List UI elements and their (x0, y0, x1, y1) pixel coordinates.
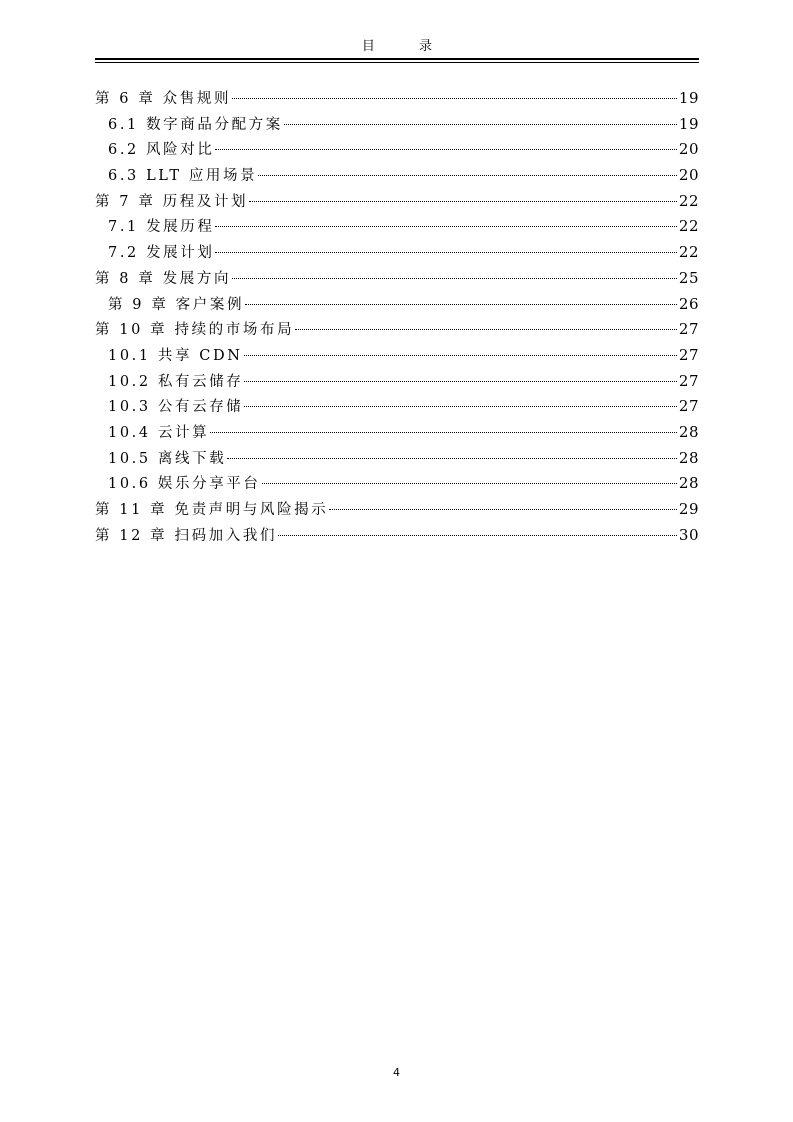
toc-entry-section-7-1[interactable] (95, 214, 699, 240)
toc-entry-title: 10.2 私有云储存 (108, 373, 244, 390)
toc-entry-page: 30 (678, 525, 699, 544)
toc-dot-leader (215, 226, 676, 227)
toc-entry-page: 22 (678, 243, 699, 262)
toc-entry-chapter-8[interactable] (95, 266, 699, 292)
toc-dot-leader (232, 98, 677, 99)
toc-entry-title: 6.1 数字商品分配方案 (108, 116, 283, 133)
toc-entry-page: 22 (678, 191, 699, 210)
toc-entry-section-10-1[interactable] (95, 343, 699, 369)
toc-entry-chapter-12[interactable] (95, 523, 699, 549)
toc-dot-leader (245, 304, 677, 305)
toc-entry-title: 6.3 LLT 应用场景 (108, 168, 258, 185)
toc-entry-title: 第 6 章 众售规则 (95, 91, 232, 107)
toc-entry-page: 19 (678, 89, 699, 107)
toc-entry-page: 20 (678, 166, 699, 185)
toc-entry-title: 第 11 章 免责声明与风险揭示 (95, 502, 329, 518)
toc-entry-title: 10.5 离线下载 (108, 450, 227, 467)
toc-entry-page: 29 (678, 500, 699, 518)
table-of-contents (95, 86, 699, 548)
toc-dot-leader (295, 329, 677, 330)
toc-dot-leader (232, 278, 677, 279)
header-rule-thick (95, 58, 699, 60)
toc-entry-page: 19 (678, 114, 699, 133)
toc-entry-section-6-1[interactable] (95, 112, 699, 138)
toc-entry-section-6-2[interactable] (95, 137, 699, 163)
page-header-title: 目 录 (361, 39, 453, 54)
toc-entry-page: 27 (678, 320, 699, 339)
toc-entry-page: 27 (678, 345, 699, 364)
toc-dot-leader (258, 175, 677, 176)
toc-entry-page: 26 (678, 294, 699, 313)
toc-entry-chapter-9[interactable] (95, 292, 699, 318)
toc-entry-title: 第 9 章 客户案例 (108, 296, 245, 313)
toc-entry-page: 28 (678, 422, 699, 441)
toc-entry-page: 27 (678, 371, 699, 390)
toc-entry-title: 10.3 公有云存储 (108, 399, 244, 416)
toc-entry-section-6-3[interactable] (95, 163, 699, 189)
toc-dot-leader (244, 406, 677, 407)
toc-entry-title: 第 8 章 发展方向 (95, 270, 232, 287)
toc-entry-title: 第 10 章 持续的市场布局 (95, 322, 295, 339)
toc-entry-title: 第 7 章 历程及计划 (95, 193, 249, 210)
toc-entry-page: 28 (678, 474, 699, 493)
toc-dot-leader (278, 535, 677, 536)
toc-entry-title: 7.2 发展计划 (108, 245, 215, 262)
toc-dot-leader (329, 509, 677, 510)
toc-entry-page: 28 (678, 448, 699, 467)
toc-entry-section-10-4[interactable] (95, 420, 699, 446)
toc-entry-chapter-6[interactable] (95, 86, 699, 112)
toc-dot-leader (262, 483, 677, 484)
toc-entry-title: 10.1 共享 CDN (108, 347, 243, 364)
toc-entry-title: 6.2 风险对比 (108, 142, 215, 159)
toc-entry-page: 22 (678, 217, 699, 236)
toc-dot-leader (215, 149, 676, 150)
toc-entry-section-10-2[interactable] (95, 369, 699, 395)
page-number: 4 (393, 1066, 400, 1079)
toc-dot-leader (210, 432, 677, 433)
toc-dot-leader (244, 355, 677, 356)
toc-entry-page: 25 (678, 268, 699, 287)
header-rule-thin (95, 62, 699, 63)
toc-entry-page: 20 (678, 140, 699, 159)
toc-entry-chapter-7[interactable] (95, 189, 699, 215)
toc-entry-section-10-5[interactable] (95, 446, 699, 472)
toc-entry-section-7-2[interactable] (95, 240, 699, 266)
toc-entry-chapter-11[interactable] (95, 497, 699, 523)
toc-dot-leader (249, 201, 677, 202)
toc-entry-title: 10.4 云计算 (108, 424, 210, 441)
toc-entry-section-10-3[interactable] (95, 394, 699, 420)
toc-entry-title: 7.1 发展历程 (108, 219, 215, 236)
toc-dot-leader (284, 124, 677, 125)
toc-entry-section-10-6[interactable] (95, 471, 699, 497)
toc-entry-chapter-10[interactable] (95, 317, 699, 343)
toc-entry-title: 10.6 娱乐分享平台 (108, 476, 261, 493)
toc-entry-title: 第 12 章 扫码加入我们 (95, 527, 278, 544)
toc-entry-page: 27 (678, 397, 699, 416)
toc-dot-leader (215, 252, 676, 253)
toc-dot-leader (227, 458, 677, 459)
toc-dot-leader (244, 381, 677, 382)
